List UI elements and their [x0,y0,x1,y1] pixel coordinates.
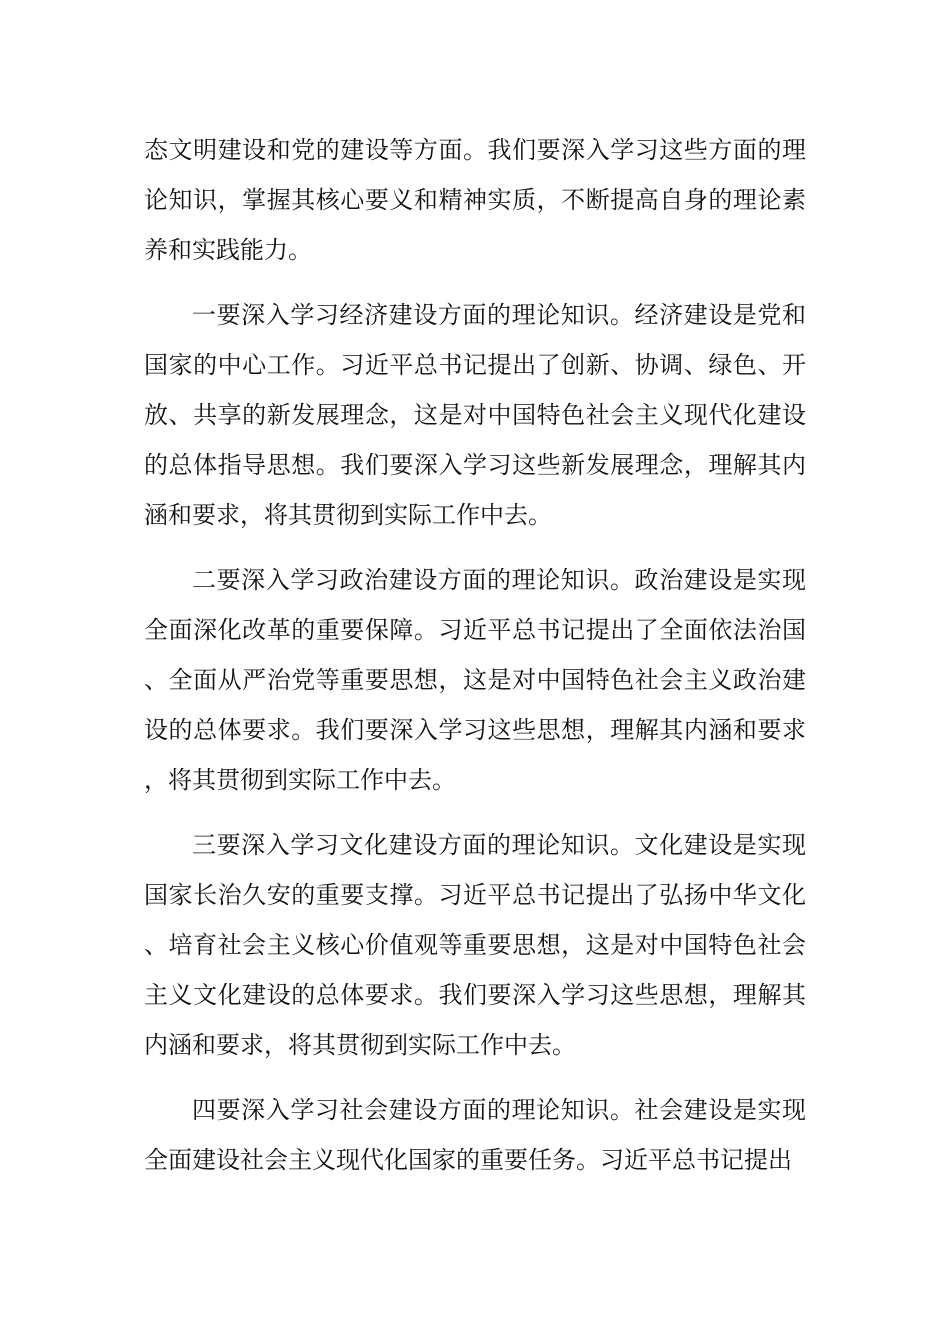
document-body [144,125,806,1200]
paragraph-economic-construction: 一要深入学习经济建设方面的理论知识。经济建设是党和国家的中心工作。习近平总书记提出了创新、协调、绿色、开放、共享的新发展理念，这是对中国特色社会主义现代化建设的总体指导思想。我们要深入学习这些新发展理念，理解其内涵和要求，将其贯彻到实际工作中去。 [144,301,806,529]
paragraph-cultural-construction: 三要深入学习文化建设方面的理论知识。文化建设是实现国家长治久安的重要支撑。习近平总书记提出了弘扬中华文化、培育社会主义核心价值观等重要思想，这是对中国特色社会主义文化建设的总体要求。我们要深入学习这些思想，理解其内涵和要求，将其贯彻到实际工作中去。 [144,831,806,1059]
paragraph-social-construction: 四要深入学习社会建设方面的理论知识。社会建设是实现全面建设社会主义现代化国家的重要任务。习近平总书记提出 [144,1096,806,1174]
paragraph-continuation: 态文明建设和党的建设等方面。我们要深入学习这些方面的理论知识，掌握其核心要义和精神实质，不断提高自身的理论素养和实践能力。 [144,136,806,264]
paragraph-political-construction: 二要深入学习政治建设方面的理论知识。政治建设是实现全面深化改革的重要保障。习近平总书记提出了全面依法治国、全面从严治党等重要思想，这是对中国特色社会主义政治建设的总体要求。我们要深入学习这些思想，理解其内涵和要求，将其贯彻到实际工作中去。 [144,566,806,794]
